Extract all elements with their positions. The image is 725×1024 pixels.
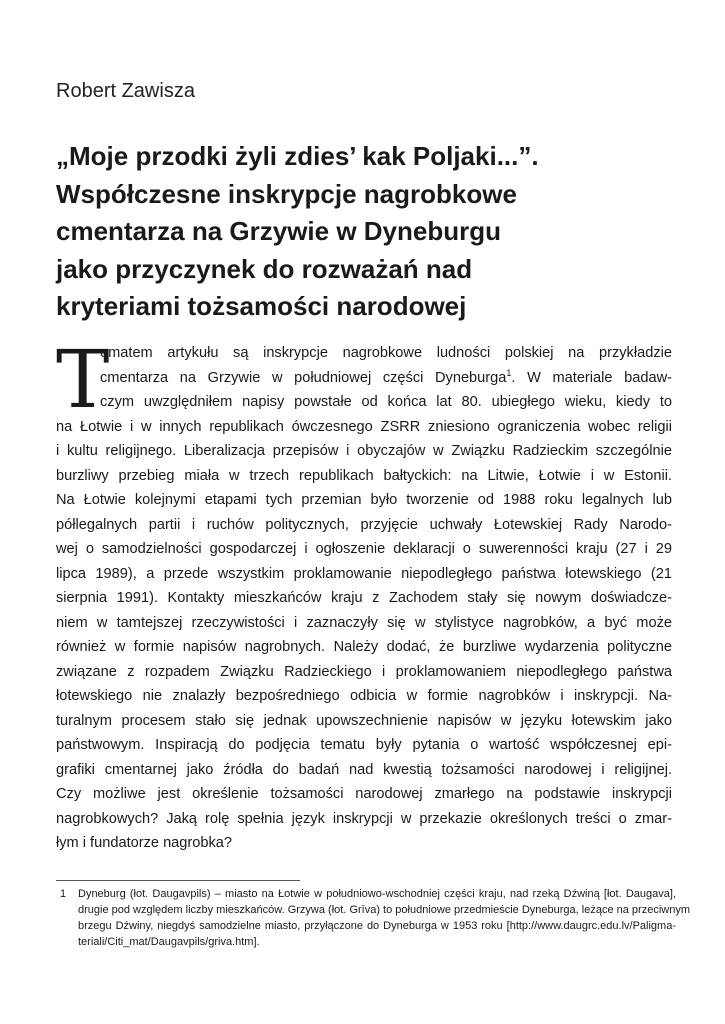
body-line: łym i fundatorze nagrobka?	[56, 835, 233, 851]
body-line: wej o samodzielności gospodarczej i ogłoszenie deklaracji o suwerenności kraju (27 i 29	[56, 541, 672, 557]
title-line: jako przyczynek do rozważań nad	[56, 253, 473, 284]
drop-cap: T	[56, 333, 110, 426]
body-line: państwowym. Inspiracją do podjęcia tematu były pytania o wartość współczesnej epi-	[56, 737, 672, 753]
body-line: burzliwy przebieg miała w trzech republikach bałtyckich: na Litwie, Łotwie i w Estonii.	[56, 467, 672, 484]
body-line: ematem artykułu są inskrypcje nagrobkowe ludności polskiej na przykładzie	[100, 345, 672, 361]
body-line: i kultu religijnego. Liberalizacja przepisów i obyczajów w Związku Radzieckim szczególnie	[56, 443, 672, 459]
title-line: kryteriami tożsamości narodowej	[56, 291, 467, 321]
body-line: grafiki cmentarnej jako źródła do badań nad kwestią tożsamości narodowej i religijnej.	[56, 761, 672, 778]
footnote-line: Dyneburg (łot. Daugavpils) – miasto na Łotwie w południowo-wschodniej części kraju, nad rzeką Dźwiną [łot. Daugava],	[78, 888, 676, 900]
body-line: na Łotwie i w innych republikach ówczesnego ZSRR zniesiono ograniczenia wobec religii	[56, 418, 672, 435]
body-paragraph	[56, 333, 672, 856]
body-line: związane z rozpadem Związku Radzieckiego i proklamowaniem niepodległego państwa	[56, 663, 672, 680]
footnote-line: teriali/Citi_mat/Daugavpils/griva.htm].	[78, 936, 260, 948]
footnote-line: drugie pod względem liczby mieszkańców. Grzywa (łot. Grīva) to południowe przedmieście Dyneburga, leżące na przeciwnym	[78, 904, 690, 916]
body-line: nagrobkowych? Jaką rolę spełnia język inskrypcji w przekazie określonych treści o zmar-	[56, 810, 672, 827]
body-line: turalnym procesem stało się jednak upowszechnienie napisów w języku łotewskim jako	[56, 712, 672, 729]
title-line: „Moje przodki żyli zdies’ kak Poljaki...”.	[56, 141, 539, 171]
body-line: lipca 1989), a przede wszystkim proklamowanie niepodległego państwa łotewskiego (21	[56, 565, 672, 582]
body-line: Czy możliwe jest określenie tożsamości narodowej zmarłego na podstawie inskrypcji	[56, 786, 672, 802]
footnote-number: 1	[60, 888, 67, 900]
article-title	[56, 138, 676, 326]
body-line: Na Łotwie kolejnymi etapami tych przemian było tworzenie od 1988 roku legalnych lub	[56, 492, 672, 508]
footnote-divider	[56, 880, 300, 881]
title-line: cmentarza na Grzywie w Dyneburgu	[56, 216, 502, 246]
body-line: półlegalnych partii i ruchów politycznych, przyjęcie uchwały Łotewskiej Rady Narodo-	[56, 516, 672, 533]
body-line	[56, 366, 672, 391]
footnote-marker[interactable]: 1	[506, 367, 512, 378]
body-line-text: . W materiale badaw-	[511, 369, 672, 386]
title-line: Współczesne inskrypcje nagrobkowe	[56, 178, 517, 209]
body-line-text: cmentarza na Grzywie w południowej części Dyneburga	[100, 369, 507, 386]
body-line: sierpnia 1991). Kontakty mieszkańców kraju z Zachodem stały się nowym doświadcze-	[56, 590, 672, 606]
body-line: łotewskiego nie znalazły bezpośredniego odbicia w formie nagrobków i inskrypcji. Na-	[56, 688, 672, 704]
body-line: również w formie napisów nagrobnych. Należy dodać, że burzliwe wydarzenia polityczne	[56, 639, 672, 655]
footnote	[56, 886, 690, 950]
author-name: Robert Zawisza	[56, 80, 195, 102]
footnote-line: brzegu Dźwiny, niegdyś samodzielne miasto, przyłączone do Dyneburga w 1953 roku [http://www.daugrc.edu.lv/Paligma-	[78, 920, 676, 932]
body-line: niem w tamtejszej rzeczywistości i zaznaczyły się w stylistyce nagrobków, a być może	[56, 614, 672, 631]
body-line: czym uwzględniłem napisy powstałe od końca lat 80. ubiegłego wieku, kiedy to	[100, 394, 672, 410]
